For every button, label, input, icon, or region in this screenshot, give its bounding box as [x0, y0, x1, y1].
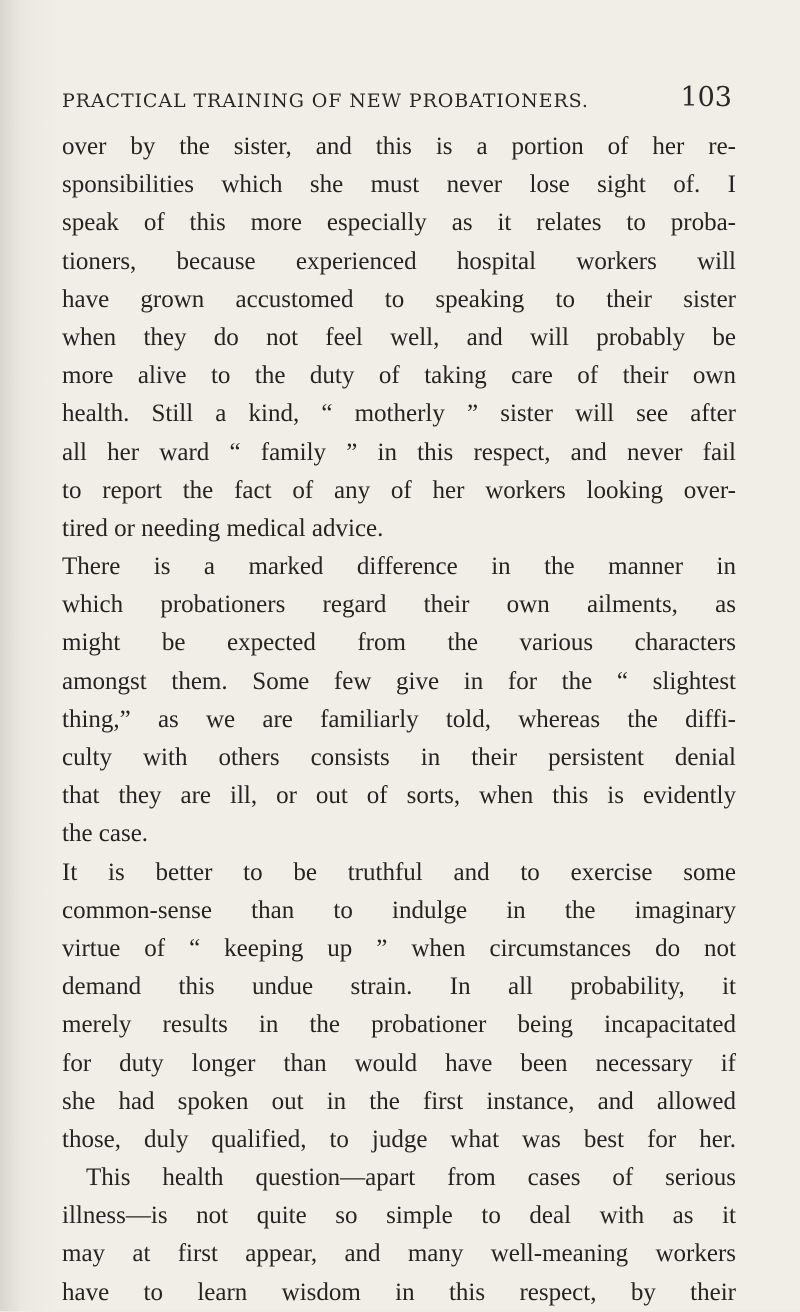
text-line: more alive to the duty of taking care of their own: [62, 362, 736, 390]
text-line: over by the sister, and this is a portion of her re-: [62, 133, 736, 160]
text-line: amongst them. Some few give in for the “ slightest: [62, 667, 736, 695]
text-line: tioners, because experienced hospital workers will: [62, 247, 736, 275]
text-line: might be expected from the various characters: [62, 629, 736, 657]
text-line: merely results in the probationer being incapacitated: [62, 1011, 736, 1039]
text-line: for duty longer than would have been necessary if: [62, 1049, 736, 1077]
text-line: common-sense than to indulge in the imaginary: [62, 896, 736, 924]
text-line: There is a marked difference in the manner in: [62, 553, 736, 581]
text-line: demand this undue strain. In all probability, it: [62, 973, 736, 1001]
text-line: when they do not feel well, and will probably be: [62, 323, 736, 351]
text-line: speak of this more especially as it relates to proba-: [62, 209, 736, 237]
text-line: sponsibilities which she must never lose sight of. I: [62, 171, 736, 199]
text-line: those, duly qualified, to judge what was best for her.: [62, 1125, 736, 1153]
text-line: which probationers regard their own ailments, as: [62, 591, 736, 619]
text-line: health. Still a kind, “ motherly ” sister will see after: [62, 400, 736, 428]
text-line: that they are ill, or out of sorts, when this is evidently: [62, 782, 736, 810]
text-line: It is better to be truthful and to exercise some: [62, 858, 736, 886]
text-line: have grown accustomed to speaking to their sister: [62, 285, 736, 313]
text-line: the case.: [62, 820, 149, 848]
text-line: culty with others consists in their persistent denial: [62, 744, 736, 771]
text-line: This health question—apart from cases of serious: [86, 1164, 736, 1192]
text-line: all her ward “ family ” in this respect, and never fail: [62, 438, 736, 466]
text-line: have to learn wisdom in this respect, by their: [62, 1278, 736, 1306]
text-line: thing,” as we are familiarly told, whereas the diffi-: [62, 705, 736, 733]
body-text: [62, 128, 736, 1312]
running-title: PRACTICAL TRAINING OF NEW PROBATIONERS.: [62, 90, 589, 112]
text-line: to report the fact of any of her workers looking over-: [62, 476, 736, 504]
text-line: illness—is not quite so simple to deal with as it: [62, 1202, 736, 1230]
page-number: 103: [680, 82, 732, 113]
running-header: [62, 82, 732, 116]
text-line: virtue of “ keeping up ” when circumstances do not: [62, 934, 736, 962]
text-line: she had spoken out in the first instance, and allowed: [62, 1087, 736, 1115]
text-line: may at first appear, and many well-meaning workers: [62, 1240, 736, 1268]
text-line: tired or needing medical advice.: [62, 514, 384, 542]
